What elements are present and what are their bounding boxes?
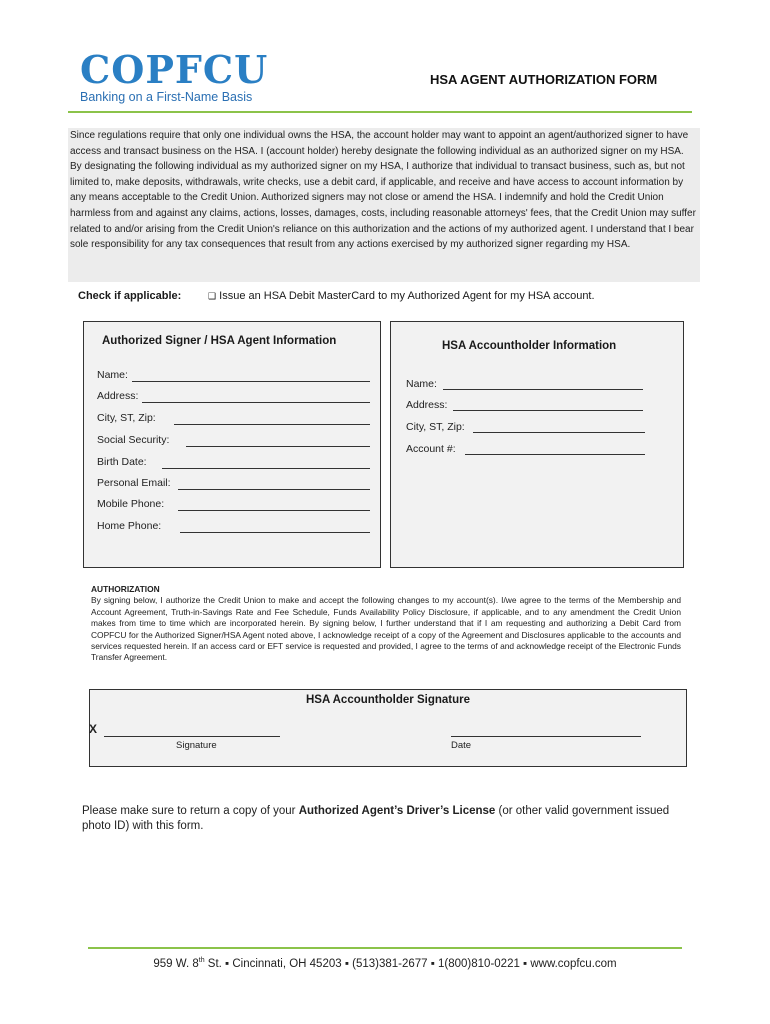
holder-name-field[interactable] [443, 389, 643, 390]
authorization-text: By signing below, I authorize the Credit Union to make and accept the following changes to my account(s). I/we agree to the terms of the Membership and Account Agreement, Truth-in-Savings Rate and Fee Schedule, Funds Availability Policy Disclosure, if applicable, and to any amendment the Credit Union makes from time to time which are incorporated herein. By signing below, I further understand that if I am requesting and authorizing a Debit Card from COPFCU for the Authorized Signer/HSA Agent noted above, I acknowledge receipt of a copy of the Agreement and Disclosures applicable to the accounts and services requested herein. If an access card or EFT service is requested and provided, I agree to the terms of and acknowledge receipt of the Electronic Funds Transfer Agreement. [91, 595, 681, 663]
intro-paragraph: Since regulations require that only one individual owns the HSA, the account holder may want to appoint an agent/authorized signer to have access and transact business on the HSA. I (account holder) hereby designate the following individual as an authorized signer on my HSA. By designating the following individual as my authorized signer on my HSA, I authorize that individual to transact business, such as, but not limited to, make deposits, withdrawals, write checks, use a debit card, if applicable, and receive and have access to account information by any means acceptable to the Credit Union. Authorized signers may not close or amend the HSA. I indemnify and hold the Credit Union harmless from and against any claims, actions, losses, damages, costs, including reasonable attorneys' fees, that the Credit Union may suffer related to and/or arising from the Credit Union's reliance on this authorization and the actions of my authorized agent. I understand that I bear sole responsibility for any tax consequences that result from any actions exercised by my authorized signer regarding my HSA. [68, 128, 700, 282]
check-if-applicable-label: Check if applicable: [78, 290, 182, 302]
footer-divider [88, 947, 682, 949]
agent-email-field[interactable] [178, 489, 370, 490]
agent-birthdate-field[interactable] [162, 468, 370, 469]
agent-city-field[interactable] [174, 424, 370, 425]
agent-home-phone-label: Home Phone: [97, 520, 162, 532]
agent-info-title: Authorized Signer / HSA Agent Information [102, 335, 337, 347]
id-note [82, 804, 694, 834]
agent-address-field[interactable] [142, 402, 370, 403]
footer-address-sup: th [198, 957, 205, 964]
agent-birthdate-label: Birth Date: [97, 456, 147, 468]
footer-address-end: St. ▪ Cincinnati, OH 45203 ▪ (513)381-2677 ▪ 1(800)810-0221 ▪ www.copfcu.com [204, 957, 617, 970]
form-title: HSA AGENT AUTHORIZATION FORM [430, 72, 658, 87]
signature-x-mark: X [89, 722, 98, 736]
accountholder-info-box [390, 321, 684, 568]
accountholder-info-title: HSA Accountholder Information [442, 340, 617, 352]
authorization-title: AUTHORIZATION [91, 584, 160, 594]
holder-account-field[interactable] [465, 454, 645, 455]
agent-ssn-label: Social Security: [97, 434, 170, 446]
signature-box-title: HSA Accountholder Signature [306, 694, 470, 706]
signature-line[interactable] [104, 736, 280, 737]
agent-city-label: City, ST, Zip: [97, 412, 156, 424]
debit-card-checkbox[interactable]: ❑ [208, 291, 217, 301]
agent-mobile-label: Mobile Phone: [97, 498, 165, 510]
id-note-text-start: Please make sure to return a copy of your [82, 805, 299, 817]
agent-address-label: Address: [97, 390, 139, 402]
footer-contact [0, 957, 770, 970]
holder-address-field[interactable] [453, 410, 643, 411]
holder-name-label: Name: [406, 378, 437, 390]
holder-account-label: Account #: [406, 443, 456, 455]
signature-box [89, 689, 687, 767]
debit-card-option-text: Issue an HSA Debit MasterCard to my Authorized Agent for my HSA account. [219, 290, 595, 302]
debit-card-option [208, 290, 595, 302]
id-note-bold: Authorized Agent’s Driver’s License [298, 805, 496, 817]
agent-name-field[interactable] [132, 381, 370, 382]
footer-address-start: 959 W. 8 [153, 957, 199, 970]
agent-name-label: Name: [97, 369, 128, 381]
holder-address-label: Address: [406, 399, 448, 411]
agent-info-box [83, 321, 381, 568]
date-label: Date [451, 740, 472, 751]
holder-city-label: City, ST, Zip: [406, 421, 465, 433]
agent-email-label: Personal Email: [97, 477, 171, 489]
agent-mobile-field[interactable] [178, 510, 370, 511]
header-divider [68, 111, 692, 113]
date-line[interactable] [451, 736, 641, 737]
agent-ssn-field[interactable] [186, 446, 370, 447]
id-note-text-end: (or other valid government issued photo ID) with this form. [82, 805, 670, 832]
copfcu-logo: COPFCU [80, 47, 269, 92]
authorization-section [91, 584, 681, 664]
signature-label: Signature [176, 740, 217, 751]
holder-city-field[interactable] [473, 432, 645, 433]
agent-home-phone-field[interactable] [180, 532, 370, 533]
logo-tagline: Banking on a First-Name Basis [80, 90, 253, 104]
